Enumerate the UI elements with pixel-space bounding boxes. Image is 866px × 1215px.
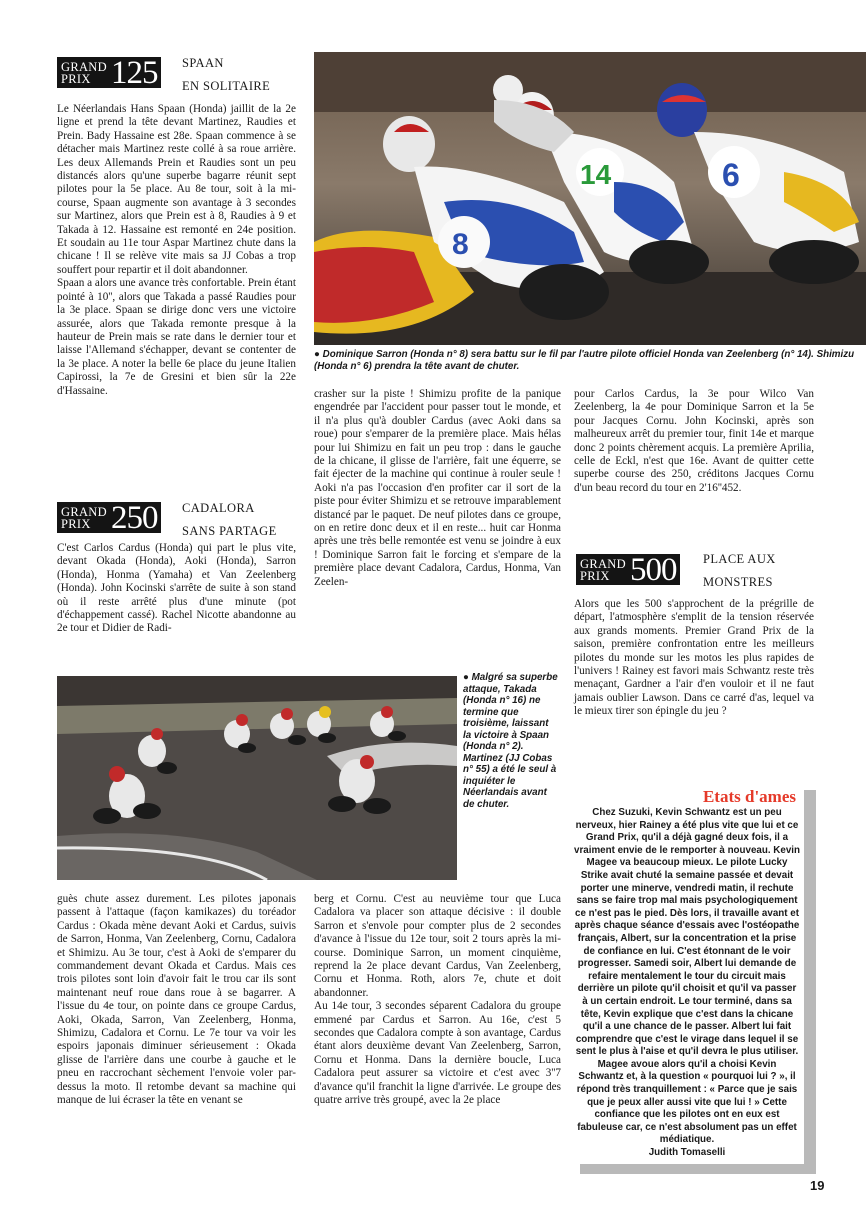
gp125-badge [57,54,161,91]
article-paragraph: berg et Cornu. C'est au neuvième tour que Luca Cadalora va placer son attaque décisive : il double Sarron et s'envole pour compter plus de 2 secondes d'avance à l'issue du 12e tour, soit 2 tours après la mi-course. Dominique Sarron, un moment cinquième, reprend la 2e place devant Cardus, Van Zeelenberg, Cornu et Honma. Roth, alors 7e, chute et doit abandonner. [314,893,561,999]
article-250-column-5 [314,893,561,1108]
sidebar-etats-dames [574,787,804,1164]
sidebar-title: Etats d'ames [702,787,796,806]
race-photo-mid [57,676,457,880]
gp250-badge [57,499,161,536]
gp-word-1: GRAND [580,556,626,571]
article-paragraph: guès chute assez durement. Les pilotes japonais passent à l'attaque (façon kamikazes) du toréador Cardus : Okada mène devant Aoki et Cardus, suivis de Sarron, Honma, Van Zeelenberg, Cornu, Cadalora et Shimizu. Au 3e tour, c'est à Aoki de s'emparer du commandement devant Okada et Cardus. Mais ces trois pilotes sont loin d'avoir fait le trou car ils sont maintenant neuf roue dans roue à se bagarrer. A l'issue du 4e tour, on pointe dans ce groupe Cardus, Aoki, Okada, Sarron, Van Zeelenberg, Honma, Shimizu, Cadalora et Cornu. Le 7e tour va voir les espoirs japonais diminuer sérieusement : Okada glisse de l'arrière dans une courbe à gauche et le pneu en raccrochant sèchement l'envoie voler par-dessus la moto. Il retombe devant sa machine qui manque de lui écraser la tête en venant se [57,893,296,1107]
gp-word-2: PRIX [61,516,91,531]
sidebar-shadow [804,790,816,1174]
gp-word-2: PRIX [61,71,91,86]
bike-number-label: 14 [580,159,612,190]
article-paragraph: Au 14e tour, 3 secondes séparent Cadalora du groupe emmené par Cardus et Sarron. Au 16e, c'est 5 secondes que Cadalora compte à son avantage, Cardus étant alors deuxième devant Van Zeelenberg, Sarron, Cornu et Honma. Dans la dernière boucle, Luca Cadalora peut assurer sa victoire et c'est avec 3''7 d'avance qu'il franchit la ligne d'arrivée. Le groupe des quatre arrive très groupé, avec la 2e place [314,1000,561,1107]
bike-number-label: 8 [452,228,469,261]
gp500-badge [576,551,680,588]
section-title-500: PLACE AUX MONSTRES [703,552,776,589]
article-paragraph: Spaan a alors une avance très confortable. Prein étant pointé à 10'', alors que Takada a passé Raudies pour la 3e place. Spaan se dirige donc vers une victoire assurée, alors que Takada remonte presque à la hauteur de Prein mais se rate dans le dernier tour et laisse l'Allemand s'échapper, devant se contenter de la 3e place. A noter la belle 6e place du jeune Italien Capirossi, la 7e de Gresini et bien sûr la 22e d'Hassaine. [57,277,296,397]
article-250-column-1 [57,542,296,636]
gp-class-number: 125 [110,54,158,91]
article-paragraph: C'est Carlos Cardus (Honda) qui part le plus vite, devant Okada (Honda), Aoki (Honda), Sarron (Honda), Honma (Yamaha) et Van Zeelenberg (Honda). John Kocinski s'arrête de suite à son stand où il reste arrêté plus d'une minute (pot d'échappement cassé). Rachel Nicotte abandonne au 2e tour et Didier de Radi- [57,542,296,635]
gp-word-1: GRAND [61,504,107,519]
bike-number-label: 6 [722,157,740,193]
photo-mid-caption: ● Malgré sa superbe attaque, Takada (Honda n° 16) ne termine que troisième, laissant la victoire à Spaan (Honda n° 2). Martinez (JJ Cobas n° 55) a été le seul à inquiéter le Néerlandais avant de chuter. [463,672,558,810]
article-paragraph: Alors que les 500 s'approchent de la prégrille de départ, l'atmosphère s'emplit de la tension réservée aux grands moments. Premier Grand Prix de la saison, première confrontation entre les meilleurs pilotes du monde sur les motos les plus rapides de l'univers ! Rainey est favori mais Schwantz reste très menaçant, Gardner a l'air d'en vouloir et il ne faut jamais oublier Lawson. Dans ce carré d'as, lequel va le mieux tirer son épingle du jeu ? [574,598,814,718]
sidebar-shadow-bottom [580,1164,816,1174]
article-250-column-4 [57,893,296,1108]
race-photo-top-image [314,52,866,345]
race-photo-top [314,52,866,345]
race-photo-mid-image [57,676,457,880]
sidebar-text: Chez Suzuki, Kevin Schwantz est un peu nerveux, hier Rainey a été plus vite que lui et ce Grand Prix, qu'il a déjà gagné deux fois, il a vraiment envie de le remporter à nouveau. Kevin Magee va beaucoup mieux. Le pilote Lucky Strike avait chuté la semaine passée et devait porter une minerve, vendredi matin, il rechute sans se faire trop mal mais psychologiquement ce n'est pas le pied. Dès lors, il travaille avant et après chaque séance d'essais avec l'ostéopathe français, Albert, sur la concentration et la prise de confiance en lui. C'est étonnant de le voir progresser. Samedi soir, Albert lui demande de refaire mentalement le tour du circuit mais derrière un pilote qu'il choisit et qu'il va passer à un certain endroit. Le tour terminé, dans sa tête, Kevin explique que c'est dans la chicane qu'il a une chance de le passer. Albert lui fait comprendre que c'est le virage dans lequel il se sent le plus à l'aise et qu'il devra le plus utiliser. Magee avoue alors qu'il a choisi Kevin Schwantz et, à la question « pourquoi lui ? », il répond très tranquillement : « Parce que je sais que je peux aller aussi vite que lui ! » Cette confiance que les pilotes ont en eux est fabuleuse car, ce n'est absolument pas un effet médiatique. [574,807,800,1146]
gp-class-number: 250 [110,499,158,536]
article-250-column-3 [574,388,814,495]
section-title-125: SPAAN EN SOLITAIRE [182,56,271,93]
section-title-250: CADALORA SANS PARTAGE [182,501,277,538]
article-125-column [57,103,296,398]
article-500-column [574,598,814,719]
gp-word-1: GRAND [61,59,107,74]
article-paragraph: pour Carlos Cardus, la 3e pour Wilco Van Zeelenberg, la 4e pour Dominique Sarron et la 5e pour Jacques Cornu. John Kocinski, après son malheureux arrêt du premier tour, finit 14e et marque donc 2 points chèrement acquis. La première Aprilia, celle de Eckl, n'est que 16e. Avant de quitter cette superbe course des 250, créditons Jacques Cornu d'un beau record du tour en 2'16''452. [574,388,814,494]
gp-word-2: PRIX [580,568,610,583]
article-250-column-2 [314,388,561,589]
bullet-icon: ● [314,349,323,360]
sidebar-author: Judith Tomaselli [648,1147,726,1159]
article-paragraph: Le Néerlandais Hans Spaan (Honda) jaillit de la 2e ligne et prend la tête devant Martinez, Raudies et Prein. Bady Hassaine est 28e. Spaan commence à se détacher mais Martinez reste collé à sa roue arrière. Les deux Allemands Prein et Raudies sont un peu distancés alors qu'une superbe bagarre réunit sept pilotes pour la 5e place. Au 8e tour, soit à la mi-course, Spaan augmente son avantage à 3 secondes sur Martinez, alors que Prein est à 8, Raudies à 9 et Takada à 12. Hassaine est remonté en 24e position. Et soudain au 11e tour Aspar Martinez chute dans la chicane ! Il se relève vite mais sa JJ Cobas a trop souffert pour repartir et il doit abandonner. [57,103,296,276]
page-number: 19 [810,1178,825,1193]
gp-class-number: 500 [629,551,677,588]
article-paragraph: crasher sur la piste ! Shimizu profite de la panique engendrée par l'accident pour passer tout le monde, et il n'a plus qu'à doubler Cardus (avec Aoki dans sa roue) pour s'emparer de la première place. Mais hélas pour lui Shimizu en fait un peu trop : dans le gauche de la chicane, il glisse de l'arrière, fait une équerre, se fait éjecter de la machine qui continue à rouler seule ! Aoki n'a pas l'occasion d'en profiter car il sort de la piste pour éviter Shimizu et se retrouve imparablement distancé par le paquet. De neuf pilotes dans ce groupe, on en retire donc deux et il en reste... huit car Honma après une très belle remontée est venu se joindre à eux ! Dominique Sarron fait le forcing et s'empare de la première place devant Cadalora, Cardus, Honma, Van Zeelen- [314,388,561,588]
bullet-icon: ● [463,672,472,683]
photo-top-caption: ● Dominique Sarron (Honda n° 8) sera battu sur le fil par l'autre pilote officiel Honda van Zeelenberg (n° 14). Shimizu (Honda n° 6) prendra la tête avant de chuter. [314,349,855,372]
